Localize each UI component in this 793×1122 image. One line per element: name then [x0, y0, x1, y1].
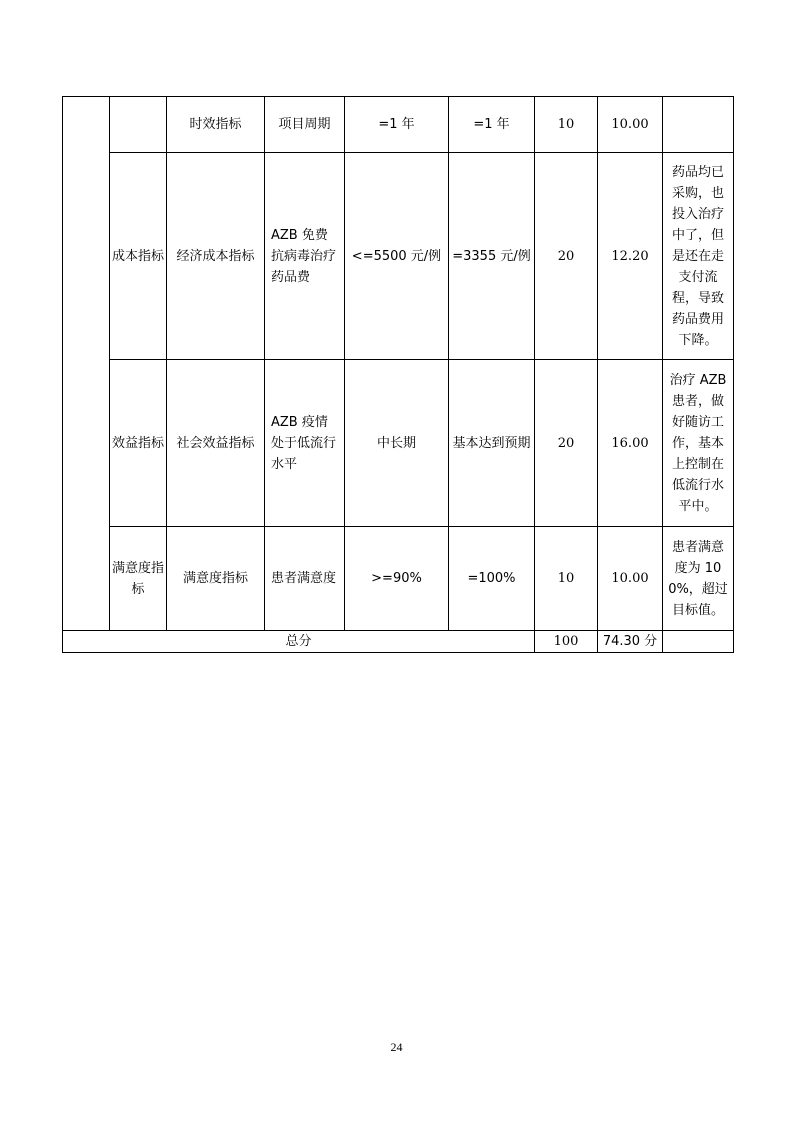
deviation-note-cell [663, 97, 734, 153]
level3-indicator-cell: 时效指标 [167, 97, 265, 153]
weight-cell: 10 [535, 527, 598, 631]
score-cell: 16.00 [598, 360, 663, 527]
performance-indicator-table [62, 96, 734, 653]
weight-cell: 20 [535, 360, 598, 527]
score-cell: 12.20 [598, 153, 663, 360]
level1-indicator-cell [63, 97, 110, 631]
actual-value-cell: =100% [449, 527, 535, 631]
table-row-timeliness [63, 97, 734, 153]
level2-indicator-cell: 满意度指标 [110, 527, 167, 631]
level3-indicator-cell: 社会效益指标 [167, 360, 265, 527]
level2-indicator-cell: 成本指标 [110, 153, 167, 360]
total-score-cell: 74.30 分 [598, 631, 663, 653]
weight-cell: 10 [535, 97, 598, 153]
target-value-cell: >=90% [345, 527, 449, 631]
indicator-name-cell: 项目周期 [265, 97, 345, 153]
total-note-cell [663, 631, 734, 653]
score-cell: 10.00 [598, 527, 663, 631]
indicator-name-cell: AZB 疫情处于低流行水平 [265, 360, 345, 527]
table-row-satisfaction [63, 527, 734, 631]
total-label-cell: 总分 [63, 631, 535, 653]
level3-indicator-cell: 满意度指标 [167, 527, 265, 631]
actual-value-cell: 基本达到预期 [449, 360, 535, 527]
level2-indicator-cell: 效益指标 [110, 360, 167, 527]
actual-value-cell: =1 年 [449, 97, 535, 153]
page-number: 24 [390, 1040, 403, 1054]
target-value-cell: 中长期 [345, 360, 449, 527]
table-row-cost [63, 153, 734, 360]
indicator-name-cell: AZB 免费抗病毒治疗药品费 [265, 153, 345, 360]
actual-value-cell: =3355 元/例 [449, 153, 535, 360]
deviation-note-cell: 患者满意度为 100%，超过目标值。 [663, 527, 734, 631]
deviation-note-cell: 药品均已采购，也投入治疗中了，但是还在走支付流程，导致药品费用下降。 [663, 153, 734, 360]
target-value-cell: <=5500 元/例 [345, 153, 449, 360]
deviation-note-cell: 治疗 AZB 患者，做好随访工作，基本上控制在低流行水平中。 [663, 360, 734, 527]
target-value-cell: =1 年 [345, 97, 449, 153]
table-row-total [63, 631, 734, 653]
table-row-benefit [63, 360, 734, 527]
indicator-name-cell: 患者满意度 [265, 527, 345, 631]
level3-indicator-cell: 经济成本指标 [167, 153, 265, 360]
score-cell: 10.00 [598, 97, 663, 153]
level2-indicator-cell [110, 97, 167, 153]
total-weight-cell: 100 [535, 631, 598, 653]
weight-cell: 20 [535, 153, 598, 360]
